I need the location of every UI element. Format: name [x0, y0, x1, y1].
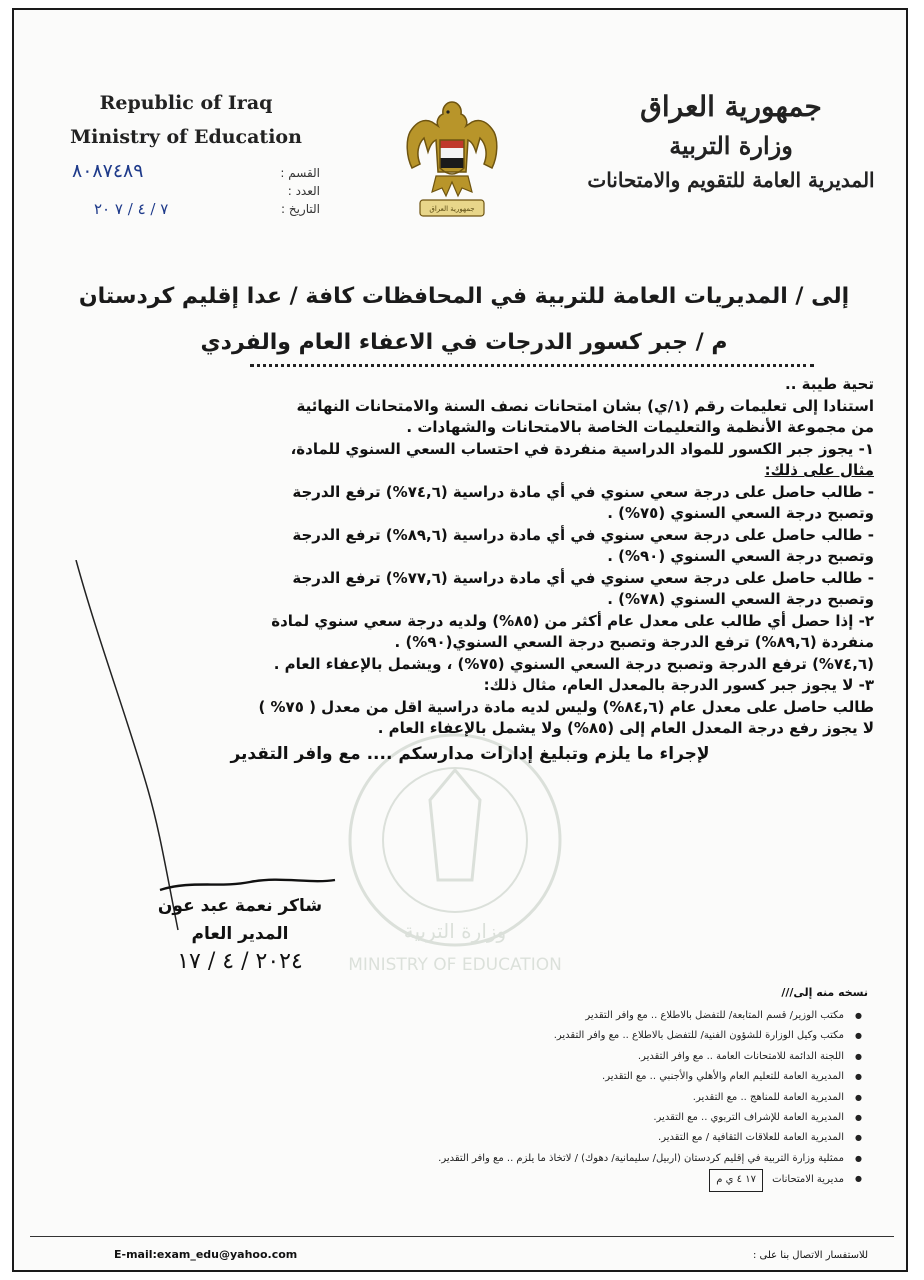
header-left	[56, 86, 316, 154]
footer-contact: للاستفسار الاتصال بنا على :	[752, 1250, 868, 1261]
copies-list	[302, 1006, 862, 1192]
copy-recipient: ● المديرية العامة للإشراف التربوي .. مع التقدير.	[302, 1108, 862, 1128]
rule-3: ٣- لا يجوز جبر كسور الدرجة بالمعدل العام، مثال ذلك:	[483, 676, 874, 694]
rule-3-line: طالب حاصل على معدل عام (٨٤,٦%) وليس لديه مادة دراسية اقل من معدل ( ٧٥% )	[258, 697, 874, 716]
greeting: تحية طيبة ..	[785, 375, 874, 393]
closing-line: لإجراء ما يلزم وتبليغ إدارات مدارسكم .... مع وافر التقدير	[230, 743, 710, 764]
signature-date-handwritten: ٢٠٢٤ / ٤ / ١٧	[177, 949, 303, 974]
rule-2-line: (٧٤,٦%) ترفع الدرجة وتصبح درجة السعي السنوي (٧٥%) ، ويشمل بالإعفاء العام .	[273, 654, 874, 673]
country-name-ar: جمهورية العراق	[640, 90, 822, 123]
watermark-arabic: وزارة التربية	[403, 919, 507, 943]
body-line: استنادا إلى تعليمات رقم (١/ي) بشان امتحانات نصف السنة والامتحانات النهائية	[296, 396, 874, 415]
example-line: وتصبح درجة السعي السنوي (٧٥%) .	[607, 504, 874, 522]
copy-recipient-last	[302, 1169, 862, 1191]
reference-fields	[60, 160, 320, 220]
signer-name: شاكر نعمة عبد عون	[157, 896, 323, 916]
example-line: وتصبح درجة السعي السنوي (٧٨%) .	[607, 590, 874, 608]
emblem-caption: جمهورية العراق	[429, 205, 475, 213]
number-label: العدد :	[287, 184, 320, 198]
footer-email: E-mail:exam_edu@yahoo.com	[114, 1248, 298, 1261]
directorate-name-ar: المديرية العامة للتقويم والامتحانات	[587, 168, 875, 192]
body-line: من مجموعة الأنظمة والتعليمات الخاصة بالامتحانات والشهادات .	[406, 418, 874, 436]
ministry-name-en: Ministry of Education	[70, 126, 302, 148]
example-line: وتصبح درجة السعي السنوي (٩٠%) .	[607, 547, 874, 565]
copy-recipient: ● مكتب الوزير/ قسم المتابعة/ للتفضل بالاطلاع .. مع وافر التقدير	[302, 1006, 862, 1026]
copy-recipient-text: مديرية الامتحانات	[772, 1174, 844, 1186]
example-line: - طالب حاصل على درجة سعي سنوي في أي مادة دراسية (٨٩,٦%) ترفع الدرجة	[292, 525, 874, 544]
reference-number-handwritten: ٨٠٨٧٤٨٩	[72, 160, 144, 182]
country-name-en: Republic of Iraq	[99, 92, 273, 114]
watermark-english: MINISTRY OF EDUCATION	[348, 955, 562, 975]
eagle-emblem-icon	[402, 96, 502, 228]
date-field	[60, 202, 320, 220]
dept-label: القسم :	[280, 166, 320, 180]
dept-field	[60, 160, 320, 184]
copy-recipient: ● مكتب وكيل الوزارة للشؤون الفنية/ للتفضل بالاطلاع .. مع وافر التقدير.	[302, 1026, 862, 1046]
copy-recipient: ● المديرية العامة للتعليم العام والأهلي والأجنبي .. مع التقدير.	[302, 1067, 862, 1087]
rule-2: ٢- إذا حصل أي طالب على معدل عام أكثر من (٨٥%) ولديه درجة سعي سنوي لمادة	[271, 611, 874, 630]
signature-block	[140, 892, 340, 976]
date-handwritten: ٧ / ٤ / ٧ ٢٠	[94, 200, 169, 218]
rule-3-line: لا يجوز رفع درجة المعدل العام إلى (٨٥%) ولا يشمل بالإعفاء العام .	[377, 719, 874, 737]
date-stamp: ١٧ ٤ ي م	[709, 1169, 763, 1191]
footer-divider	[30, 1236, 894, 1237]
separator-stars	[250, 364, 814, 367]
copy-recipient: ● المديرية العامة للعلاقات الثقافية / مع التقدير.	[302, 1128, 862, 1148]
copy-recipient: ● ممثلية وزارة التربية في إقليم كردستان (اربيل/ سليمانية/ دهوك) / لاتخاذ ما يلزم .. مع وافر التقدير.	[302, 1149, 862, 1169]
copy-recipient: ● المديرية العامة للمناهج .. مع التقدير.	[302, 1088, 862, 1108]
example-line: - طالب حاصل على درجة سعي سنوي في أي مادة دراسية (٧٧,٦%) ترفع الدرجة	[292, 568, 874, 587]
example-heading: مثال على ذلك:	[764, 461, 874, 479]
ministry-name-ar: وزارة التربية	[669, 131, 793, 160]
copy-recipient: ● اللجنة الدائمة للامتحانات العامة .. مع وافر التقدير.	[302, 1047, 862, 1067]
rule-2-line: منفردة (٨٩,٦%) ترفع الدرجة وتصبح درجة السعي السنوي(٩٠%) .	[394, 633, 874, 651]
signer-title: المدير العام	[191, 924, 289, 944]
subject-line: م / جبر كسور الدرجات في الاعفاء العام والفردي	[200, 330, 728, 355]
date-label: التاريخ :	[280, 202, 320, 216]
rule-1: ١- يجوز جبر الكسور للمواد الدراسية منفردة في احتساب السعي السنوي للمادة،	[290, 439, 874, 458]
example-line: - طالب حاصل على درجة سعي سنوي في أي مادة دراسية (٧٤,٦%) ترفع الدرجة	[292, 482, 874, 501]
copies-heading: نسخه منه إلى///	[781, 986, 868, 999]
header-right	[566, 86, 896, 196]
recipient-line: إلى / المديريات العامة للتربية في المحافظات كافة / عدا إقليم كردستان	[78, 284, 850, 309]
